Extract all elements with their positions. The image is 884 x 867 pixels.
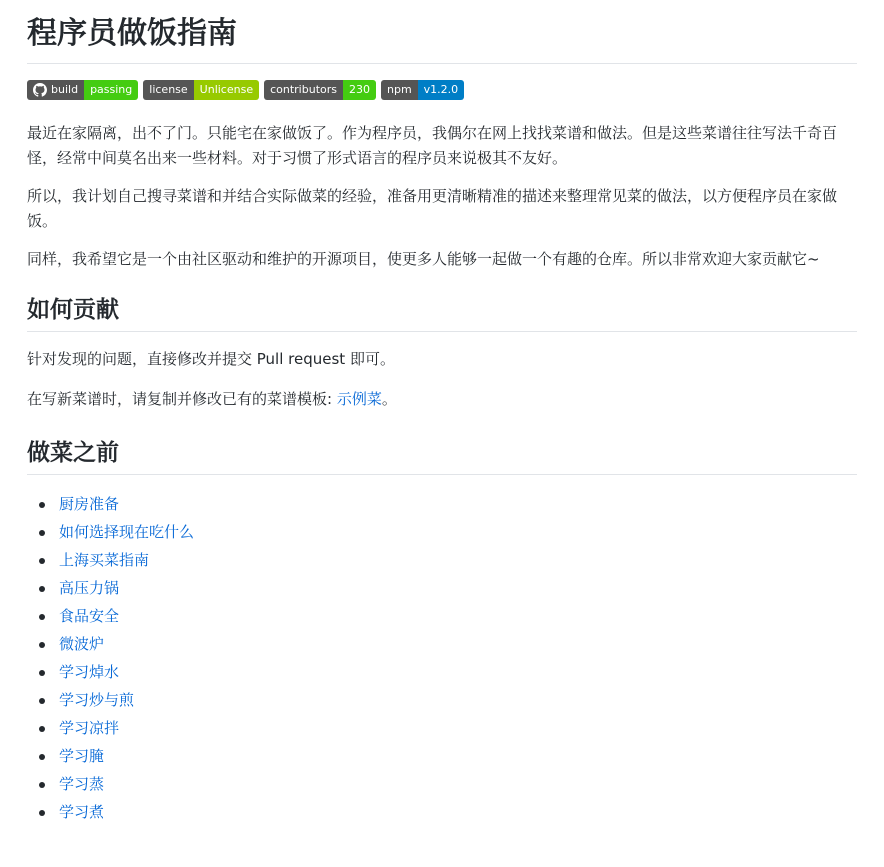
license-badge[interactable] bbox=[143, 80, 259, 100]
list-item bbox=[59, 546, 857, 574]
example-dish-link[interactable]: 示例菜 bbox=[336, 390, 382, 408]
list-item bbox=[59, 686, 857, 714]
list-item-link[interactable]: 上海买菜指南 bbox=[59, 551, 150, 569]
list-item-link[interactable]: 高压力锅 bbox=[59, 579, 120, 597]
badge-label: npm bbox=[381, 80, 418, 100]
list-item-link[interactable]: 厨房准备 bbox=[59, 495, 120, 513]
list-item-link[interactable]: 学习炒与煎 bbox=[59, 691, 135, 709]
list-item-link[interactable]: 学习焯水 bbox=[59, 663, 120, 681]
badge-value: 230 bbox=[343, 80, 376, 100]
list-item bbox=[59, 490, 857, 518]
list-item-link[interactable]: 学习煮 bbox=[59, 803, 105, 821]
section-heading-contribute: 如何贡献 bbox=[27, 295, 857, 332]
intro-paragraph: 同样，我希望它是一个由社区驱动和维护的开源项目，使更多人能够一起做一个有趣的仓库。所以非常欢迎大家贡献它~ bbox=[27, 250, 820, 268]
list-item bbox=[59, 770, 857, 798]
section-heading-before-cooking: 做菜之前 bbox=[27, 438, 857, 475]
before-cooking-list bbox=[27, 490, 857, 826]
github-icon bbox=[33, 83, 47, 97]
badge-label: license bbox=[143, 80, 193, 100]
list-item-link[interactable]: 如何选择现在吃什么 bbox=[59, 523, 195, 541]
badge-value: passing bbox=[84, 80, 138, 100]
contribute-instruction: 针对发现的问题，直接修改并提交 Pull request 即可。 bbox=[27, 350, 395, 368]
list-item bbox=[59, 742, 857, 770]
contributors-badge[interactable] bbox=[264, 80, 376, 100]
list-item bbox=[59, 630, 857, 658]
badge-value: Unlicense bbox=[194, 80, 259, 100]
badge-label: contributors bbox=[264, 80, 343, 100]
template-instruction-text: 在写新菜谱时，请复制并修改已有的菜谱模板: bbox=[27, 390, 337, 408]
badge-label: build bbox=[51, 83, 79, 96]
list-item-link[interactable]: 学习凉拌 bbox=[59, 719, 120, 737]
list-item-link[interactable]: 微波炉 bbox=[59, 635, 105, 653]
list-item-link[interactable]: 学习蒸 bbox=[59, 775, 105, 793]
badge-row bbox=[27, 80, 857, 100]
list-item bbox=[59, 518, 857, 546]
template-instruction bbox=[27, 387, 857, 412]
page-title: 程序员做饭指南 bbox=[27, 0, 857, 64]
list-item-link[interactable]: 食品安全 bbox=[59, 607, 120, 625]
list-item-link[interactable]: 学习腌 bbox=[59, 747, 105, 765]
intro-paragraph: 所以，我计划自己搜寻菜谱和并结合实际做菜的经验，准备用更清晰精准的描述来整理常见菜的做法，以方便程序员在家做饭。 bbox=[27, 187, 838, 230]
npm-badge[interactable] bbox=[381, 80, 464, 100]
template-instruction-suffix: 。 bbox=[381, 390, 397, 408]
badge-value: v1.2.0 bbox=[418, 80, 465, 100]
intro-paragraph: 最近在家隔离，出不了门。只能宅在家做饭了。作为程序员，我偶尔在网上找找菜谱和做法。但是这些菜谱往往写法千奇百怪，经常中间莫名出来一些材料。对于习惯了形式语言的程序员来说极其不友好。 bbox=[27, 124, 838, 167]
list-item bbox=[59, 798, 857, 826]
list-item bbox=[59, 602, 857, 630]
build-badge[interactable] bbox=[27, 80, 138, 100]
list-item bbox=[59, 574, 857, 602]
list-item bbox=[59, 658, 857, 686]
list-item bbox=[59, 714, 857, 742]
